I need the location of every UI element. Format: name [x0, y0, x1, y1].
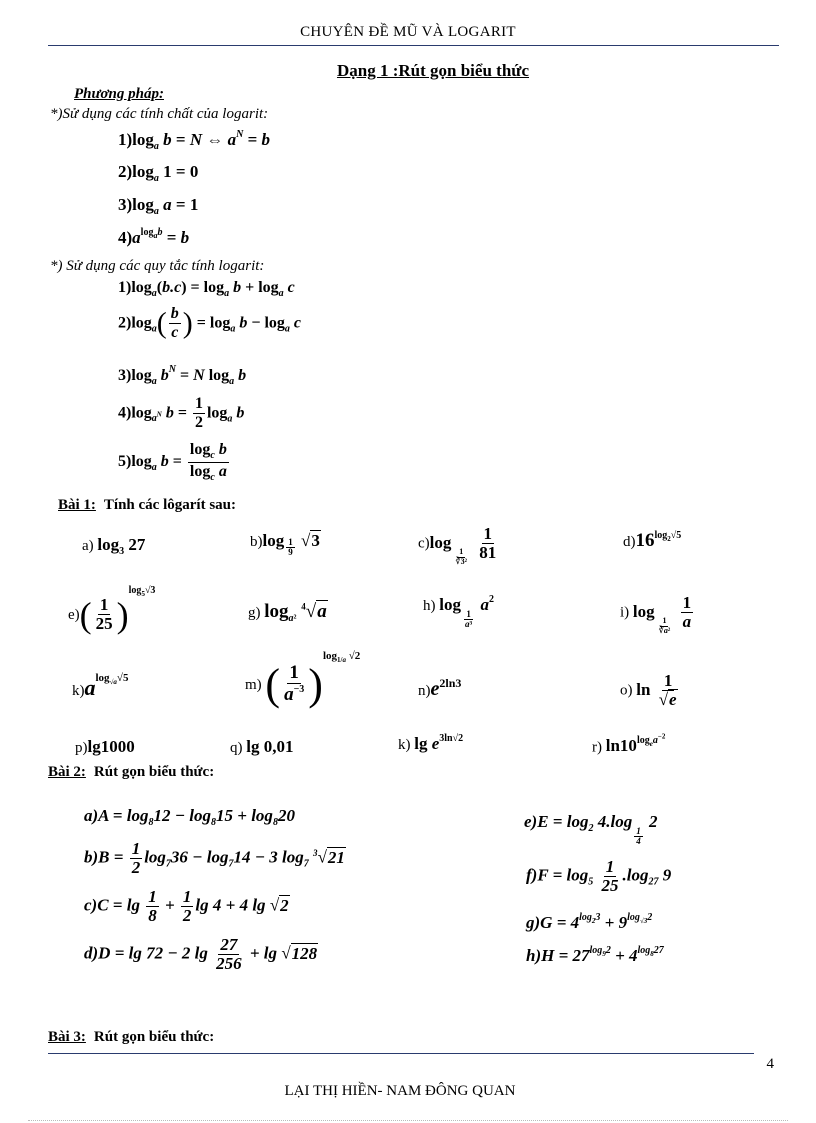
ex1-p: p)lg1000: [75, 737, 135, 756]
ex1-q: q) lg 0,01: [230, 737, 294, 756]
section-title: Dạng 1 :Rút gọn biểu thức: [336, 61, 530, 80]
header-rule: [48, 45, 779, 46]
exercise-3-text: Rút gọn biểu thức:: [93, 1029, 215, 1045]
ex2-e: $e)E = \log_2 4.\log$ $_{\frac{1}{4}}$ 2: [524, 812, 658, 846]
exercise-1-text: Tính các lôgarít sau:: [103, 497, 237, 513]
ex1-o: o) ln $\frac{1}{√e}$: [620, 671, 677, 709]
intro-rules: *) Sử dụng các quy tắc tính logarit:: [50, 258, 265, 274]
ex2-g: $g)G = 4^{log_23} + 9^{log_{√3}2}$: [526, 912, 653, 932]
ex1-c: c)log $_{\frac{1}{\text{∛3²}}}$ $\frac{1}{81}$: [418, 524, 497, 566]
exercise-3-label: Bài 3:: [48, 1029, 86, 1045]
ex1-h: h) log $_{\frac{1}{\text{a³}}}$ $a^2$: [423, 594, 494, 629]
exercise-2-label: Bài 2:: [48, 764, 86, 780]
ex1-e: e)( $\frac{1}{25}$ )$^{log_5√3}$: [68, 585, 156, 636]
property-1: $1)\log_a$ b = N ⇔ $a^N = b$: [118, 129, 271, 152]
exercise-1-heading: [58, 497, 236, 514]
ex2-d: d)D = lg 72 − 2 lg $\frac{27}{256}$ + lg √128: [84, 935, 318, 973]
page-header: CHUYÊN ĐỀ MŨ VÀ LOGARIT: [300, 24, 516, 40]
ex1-a: a) $\log_3 27$: [82, 535, 146, 557]
method-label: Phương pháp:: [74, 86, 164, 102]
ex1-i: i) log $_{\frac{1}{\text{∛a²}}}$ $\frac{1}{a}$: [620, 593, 692, 635]
exercise-2-text: Rút gọn biểu thức:: [93, 764, 215, 780]
property-2: $2)\log_a$ 1 = 0: [118, 162, 199, 184]
ex1-n: $n)e^{2ln3}$: [418, 676, 462, 700]
page-footer: LẠI THỊ HIỀN- NAM ĐÔNG QUAN: [284, 1083, 516, 1099]
property-3: $3)\log_a$ a = 1: [118, 195, 199, 217]
ex1-b: b)log $_{\frac{1}{9}}$ √3: [250, 531, 320, 557]
rule-4: $4)\log_{a^N}$ b = $\frac{1}{2}$ $\log_a b$: [118, 395, 245, 431]
ex1-k: $k)a^{log_{√a}√5}$: [72, 672, 129, 700]
ex2-b: b)B = $\frac{1}{2}$ $\log_736 - \log_714 - 3$ $\log_7 ^3√21$: [84, 839, 345, 877]
ex2-c: c)C = lg $\frac{1}{8}$ + $\frac{1}{2}$ lg 4 + 4 lg √2: [84, 887, 289, 925]
exercise-2-heading: [48, 764, 214, 781]
ex1-d: $d)16^{log_2√5}$: [623, 530, 682, 551]
ex1-g: g) $\log_{a^2} ^4√a$: [248, 601, 327, 624]
ex2-f: $f)F = \log_5$ $\frac{1}{25}$ $.\log_{27}$ 9: [526, 857, 672, 895]
ex1-r: r) $\ln 10^{log_ea^{-2}}$: [592, 733, 666, 756]
bottom-dotted-line: [28, 1120, 788, 1121]
exercise-3-heading: [48, 1029, 214, 1046]
ex1-k2: k) $\lg e^{3ln√2}$: [398, 733, 464, 753]
page-number: 4: [766, 1056, 774, 1072]
exercise-1-label: Bài 1:: [58, 497, 96, 513]
property-4: $4)a^{log_ab} = b$: [118, 227, 190, 247]
footer-rule: [48, 1053, 754, 1054]
rule-3: $3)\log_a$ $b^N = N$ $\log_a b$: [118, 364, 247, 387]
intro-properties: *)Sử dụng các tính chất của logarit:: [50, 106, 269, 122]
ex2-h: $h)H = 27^{log_92} + 4^{log_827}$: [526, 945, 664, 965]
ex1-m: m) ( $\frac{1}{a^{-3}}$ )$^{log_{1/a} √2}$: [245, 650, 361, 710]
rule-2: $2)\log_a$( $\frac{b}{c}$ ) = $\log_a b - \log_a c$: [118, 305, 302, 341]
rule-1: $1)\log_a(b.c) = \log_a b + \log_a c$: [118, 279, 295, 299]
rule-5: $5)\log_a$ b = $\frac{\log_c b}{\log_c a}$: [118, 441, 227, 483]
ex2-a: $a)A = \log_812 - \log_815 + \log_820$: [84, 806, 295, 828]
